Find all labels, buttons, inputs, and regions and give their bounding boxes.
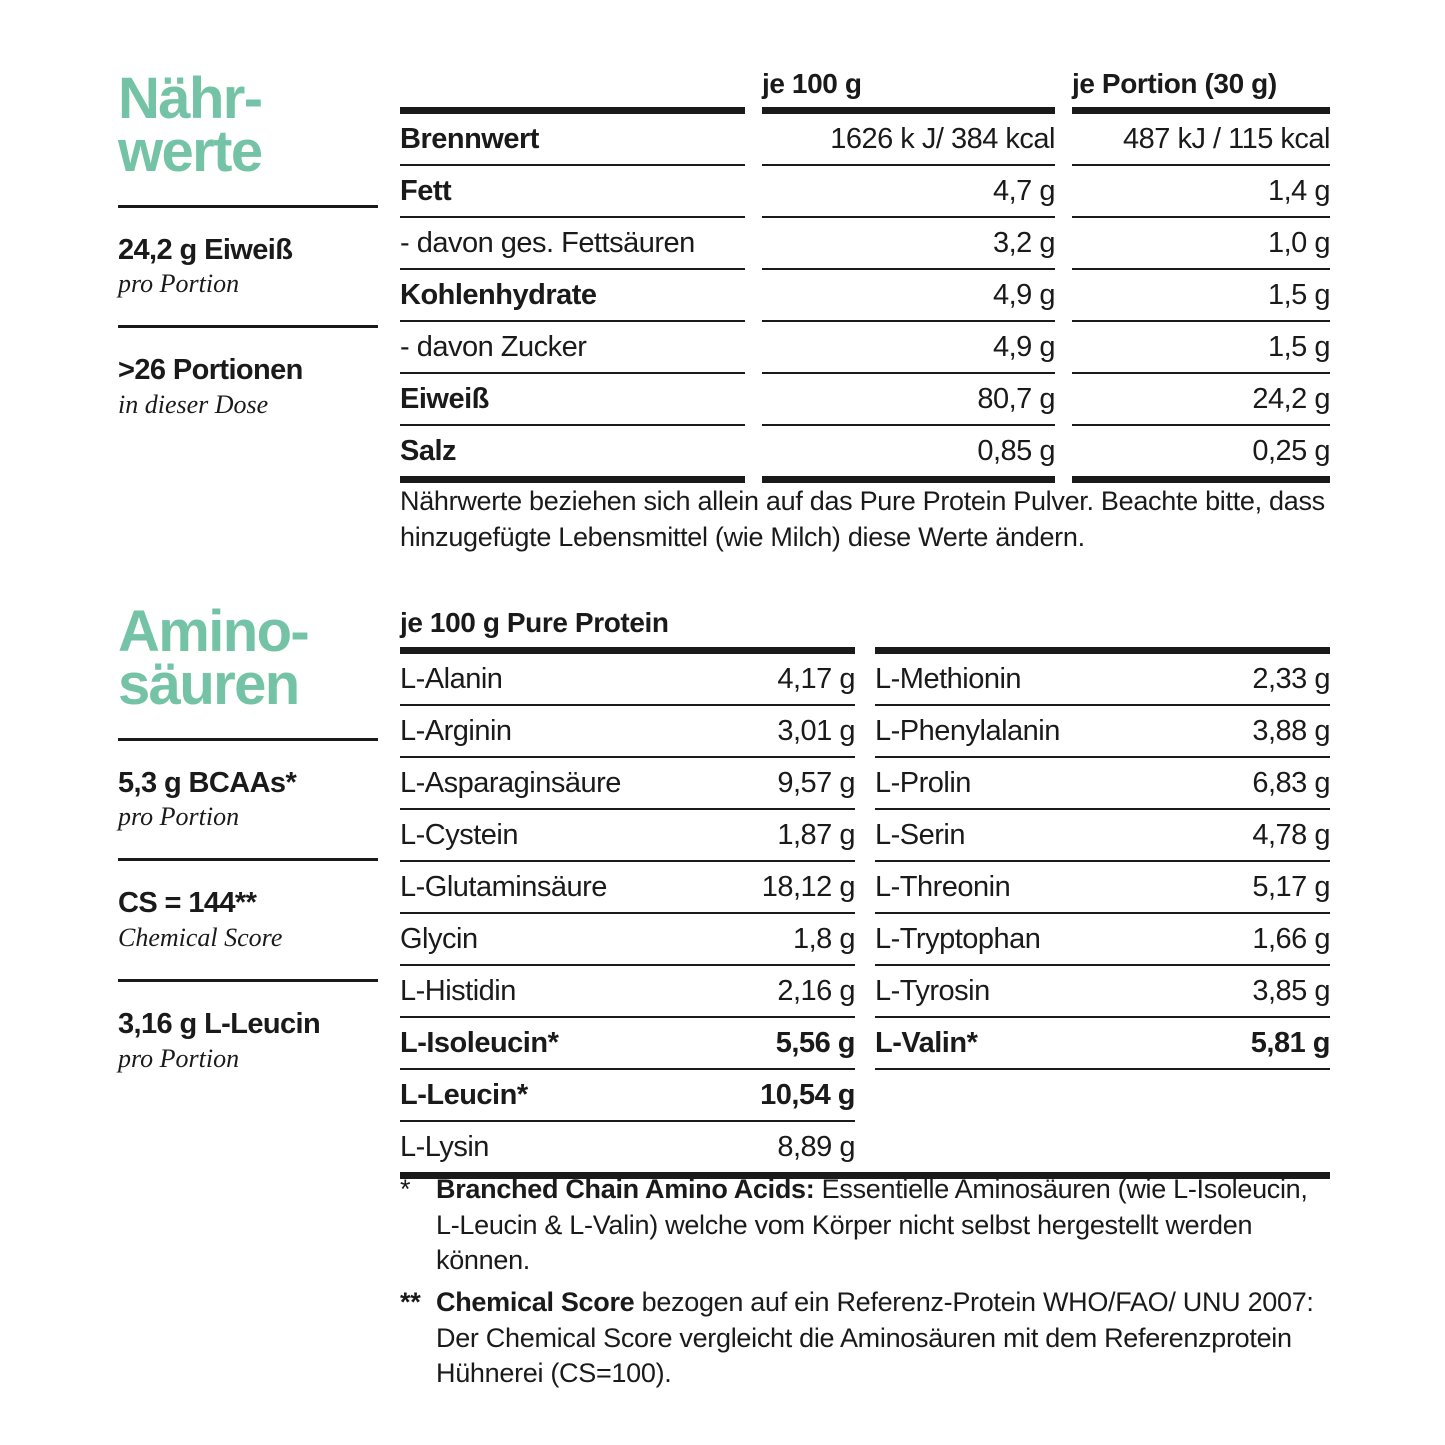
amino-section-title — [118, 599, 380, 718]
amino-table-row — [400, 704, 1330, 756]
column-gap — [1055, 68, 1072, 107]
amino-table-row — [400, 1120, 1330, 1172]
amino-acid-name: L-Methionin — [875, 663, 1022, 695]
amino-acid-entry — [400, 1068, 855, 1120]
amino-acid-table — [400, 647, 1330, 1179]
nutrition-header-per-portion: je Portion (30 g) — [1072, 68, 1277, 99]
amino-acid-entry — [875, 704, 1330, 756]
amino-acid-name: L-Leucin* — [400, 1079, 528, 1111]
footnote-body: bezogen auf ein Referenz-Protein WHO/FAO/ UNU 2007: Der Chemical Score vergleicht die Aminosäuren mit dem Referenzprotein Hühnerei (CS=100). — [436, 1286, 1314, 1389]
amino-table-row — [400, 1068, 1330, 1120]
amino-acid-amount: 9,57 g — [777, 767, 855, 799]
nutrient-value-per-100g: 1626 k J/ 384 kcal — [762, 107, 1055, 164]
amino-acid-name: L-Histidin — [400, 975, 516, 1007]
amino-acid-amount: 3,85 g — [1252, 975, 1330, 1007]
amino-acid-amount: 3,88 g — [1252, 715, 1330, 747]
amino-acid-amount: 2,16 g — [777, 975, 855, 1007]
column-gap — [745, 320, 762, 372]
column-gap — [745, 424, 762, 476]
amino-table-body — [400, 647, 1330, 1179]
amino-acid-amount: 1,8 g — [793, 923, 855, 955]
nutrition-table-row — [400, 216, 1330, 268]
nutrition-table-body — [400, 107, 1330, 483]
stat-caption: pro Portion — [118, 802, 240, 832]
column-gap — [745, 107, 762, 164]
nutrient-value-per-100g: 0,85 g — [762, 424, 1055, 476]
footnote-text — [436, 1172, 1330, 1279]
amino-acid-amount: 18,12 g — [761, 871, 855, 903]
nutrient-value-per-100g: 4,9 g — [762, 320, 1055, 372]
amino-acid-entry — [875, 860, 1330, 912]
column-gap — [855, 964, 875, 1016]
column-gap — [855, 704, 875, 756]
column-gap — [745, 216, 762, 268]
footnotes — [400, 1172, 1330, 1392]
nutrient-value-per-100g: 3,2 g — [762, 216, 1055, 268]
amino-title-line1: Amino- — [118, 599, 309, 664]
column-gap — [855, 756, 875, 808]
nutrition-table-row — [400, 372, 1330, 424]
nutrition-title-line2: werte — [118, 119, 262, 185]
nutrient-value-per-portion: 1,4 g — [1072, 164, 1330, 216]
column-gap — [745, 268, 762, 320]
stat-value: CS = 144** — [118, 887, 257, 920]
nutrient-value-per-portion: 1,0 g — [1072, 216, 1330, 268]
nutrition-header-col1 — [400, 68, 745, 107]
stat-caption: Chemical Score — [118, 922, 283, 952]
nutrient-value-per-100g: 4,9 g — [762, 268, 1055, 320]
stat-value: 5,3 g BCAAs* — [118, 766, 297, 799]
column-gap — [855, 860, 875, 912]
amino-acid-amount: 5,17 g — [1252, 871, 1330, 903]
amino-table-row — [400, 647, 1330, 704]
amino-acid-amount: 5,81 g — [1250, 1027, 1330, 1059]
footnote-marker: * — [400, 1174, 411, 1204]
column-gap — [855, 808, 875, 860]
amino-acid-entry — [400, 1016, 855, 1068]
amino-table-row — [400, 964, 1330, 1016]
column-gap — [855, 1068, 875, 1120]
nutrient-label: Salz — [400, 424, 745, 476]
amino-acid-amount: 3,01 g — [777, 715, 855, 747]
amino-acid-entry — [400, 912, 855, 964]
amino-acid-entry — [875, 964, 1330, 1016]
sidebar-stat-bcaa — [118, 767, 380, 833]
nutrient-value-per-portion: 0,25 g — [1072, 424, 1330, 476]
amino-acid-amount: 1,66 g — [1252, 923, 1330, 955]
amino-acid-name: L-Alanin — [400, 663, 503, 695]
nutrition-table-row — [400, 424, 1330, 476]
amino-acid-name: Glycin — [400, 923, 478, 955]
nutrient-label: Fett — [400, 164, 745, 216]
amino-acid-entry — [400, 808, 855, 860]
sidebar-divider — [118, 738, 378, 741]
stat-caption: pro Portion — [118, 269, 240, 299]
amino-acid-name: L-Isoleucin* — [400, 1027, 559, 1059]
column-gap — [745, 164, 762, 216]
amino-acid-amount: 1,87 g — [777, 819, 855, 851]
amino-acid-amount: 5,56 g — [775, 1027, 855, 1059]
nutrient-value-per-100g: 4,7 g — [762, 164, 1055, 216]
nutrition-table-row — [400, 268, 1330, 320]
amino-acid-entry — [400, 704, 855, 756]
nutrient-value-per-portion: 1,5 g — [1072, 268, 1330, 320]
column-gap — [1055, 268, 1072, 320]
amino-acid-entry — [400, 756, 855, 808]
sidebar-divider — [118, 325, 378, 328]
amino-acid-name: L-Tyrosin — [875, 975, 990, 1007]
amino-acid-entry — [875, 647, 1330, 704]
amino-acid-entry — [400, 860, 855, 912]
nutrition-header-per-100g: je 100 g — [762, 68, 862, 99]
amino-table-heading: je 100 g Pure Protein — [400, 607, 669, 638]
column-gap — [855, 647, 875, 704]
footnote — [400, 1285, 1330, 1392]
amino-table-row — [400, 1016, 1330, 1068]
nutrition-section-title — [118, 66, 380, 185]
column-gap — [1055, 424, 1072, 476]
stat-value: 3,16 g L-Leucin — [118, 1008, 321, 1041]
amino-acid-entry — [875, 756, 1330, 808]
footnote-lead: Branched Chain Amino Acids: — [436, 1174, 815, 1204]
footnote — [400, 1172, 1330, 1279]
nutrient-label: Brennwert — [400, 107, 745, 164]
stat-caption: pro Portion — [118, 1043, 240, 1073]
nutrient-label: - davon ges. Fettsäuren — [400, 216, 745, 268]
amino-acid-name: L-Lysin — [400, 1131, 489, 1163]
amino-acid-name: L-Asparaginsäure — [400, 767, 621, 799]
stat-value: >26 Portionen — [118, 354, 303, 387]
nutrient-value-per-portion: 1,5 g — [1072, 320, 1330, 372]
amino-acid-name: L-Valin* — [875, 1027, 978, 1059]
column-gap — [1055, 320, 1072, 372]
nutrient-label: - davon Zucker — [400, 320, 745, 372]
amino-right-column-closing-rule — [875, 1068, 1330, 1120]
nutrition-title-line1: Nähr- — [118, 66, 262, 131]
sidebar-divider — [118, 205, 378, 208]
nutrition-disclaimer: Nährwerte beziehen sich allein auf das Pure Protein Pulver. Beachte bitte, dass hinzugefügte Lebensmittel (wie Milch) diese Werte ändern. — [400, 486, 1325, 552]
sidebar-divider — [118, 979, 378, 982]
amino-acid-entry — [400, 647, 855, 704]
nutrition-table-bottom-rule — [400, 476, 1330, 483]
sidebar-nutrition-section — [118, 66, 380, 420]
nutrition-table-row — [400, 164, 1330, 216]
amino-table-row — [400, 756, 1330, 808]
amino-acid-amount: 10,54 g — [760, 1079, 855, 1111]
amino-acid-entry — [400, 1120, 855, 1172]
amino-table-row — [400, 912, 1330, 964]
nutrient-value-per-portion: 487 kJ / 115 kcal — [1072, 107, 1330, 164]
sidebar-stat-protein-per-serving — [118, 234, 380, 300]
footnote-text — [436, 1285, 1330, 1392]
sidebar-amino-section — [118, 599, 380, 1074]
amino-acid-name: L-Arginin — [400, 715, 512, 747]
amino-acid-name: L-Cystein — [400, 819, 518, 851]
amino-acid-amount: 2,33 g — [1252, 663, 1330, 695]
column-gap — [855, 1120, 875, 1172]
amino-acid-name: L-Serin — [875, 819, 965, 851]
column-gap — [1055, 216, 1072, 268]
footnote-lead: Chemical Score — [436, 1286, 635, 1317]
amino-acid-amount: 8,89 g — [777, 1131, 855, 1163]
amino-table-row — [400, 860, 1330, 912]
amino-acid-entry — [875, 912, 1330, 964]
amino-table-row — [400, 808, 1330, 860]
amino-acid-entry — [400, 964, 855, 1016]
amino-acid-name: L-Phenylalanin — [875, 715, 1060, 747]
amino-acid-entry — [875, 1016, 1330, 1068]
nutrient-label: Eiweiß — [400, 372, 745, 424]
amino-acid-amount: 4,17 g — [777, 663, 855, 695]
amino-acid-name: L-Glutaminsäure — [400, 871, 607, 903]
amino-acid-entry — [875, 808, 1330, 860]
sidebar-divider — [118, 858, 378, 861]
nutrition-table — [400, 68, 1330, 483]
amino-acid-amount: 6,83 g — [1252, 767, 1330, 799]
column-gap — [855, 1016, 875, 1068]
nutrient-value-per-100g: 80,7 g — [762, 372, 1055, 424]
column-gap — [745, 68, 762, 107]
amino-acid-amount: 4,78 g — [1252, 819, 1330, 851]
sidebar-stat-servings — [118, 354, 380, 420]
stat-value: 24,2 g Eiweiß — [118, 233, 293, 266]
amino-title-line2: säuren — [118, 652, 299, 718]
nutrition-table-row — [400, 107, 1330, 164]
amino-acid-name: L-Tryptophan — [875, 923, 1041, 955]
column-gap — [745, 372, 762, 424]
column-gap — [1055, 372, 1072, 424]
stat-caption: in dieser Dose — [118, 389, 269, 419]
sidebar-stat-chemical-score — [118, 887, 380, 953]
nutrition-table-header-row — [400, 68, 1330, 107]
footnote-body: Essentielle Aminosäuren (wie L-Isoleucin, L-Leucin & L-Valin) welche vom Körper nicht selbst hergestellt werden können. — [436, 1174, 1308, 1276]
amino-acid-name: L-Threonin — [875, 871, 1011, 903]
nutrient-value-per-portion: 24,2 g — [1072, 372, 1330, 424]
column-gap — [1055, 164, 1072, 216]
footnote-marker: ** — [400, 1286, 421, 1317]
column-gap — [855, 912, 875, 964]
nutrition-table-row — [400, 320, 1330, 372]
nutrient-label: Kohlenhydrate — [400, 268, 745, 320]
sidebar-stat-leucine — [118, 1008, 380, 1074]
column-gap — [1055, 107, 1072, 164]
amino-acid-name: L-Prolin — [875, 767, 971, 799]
